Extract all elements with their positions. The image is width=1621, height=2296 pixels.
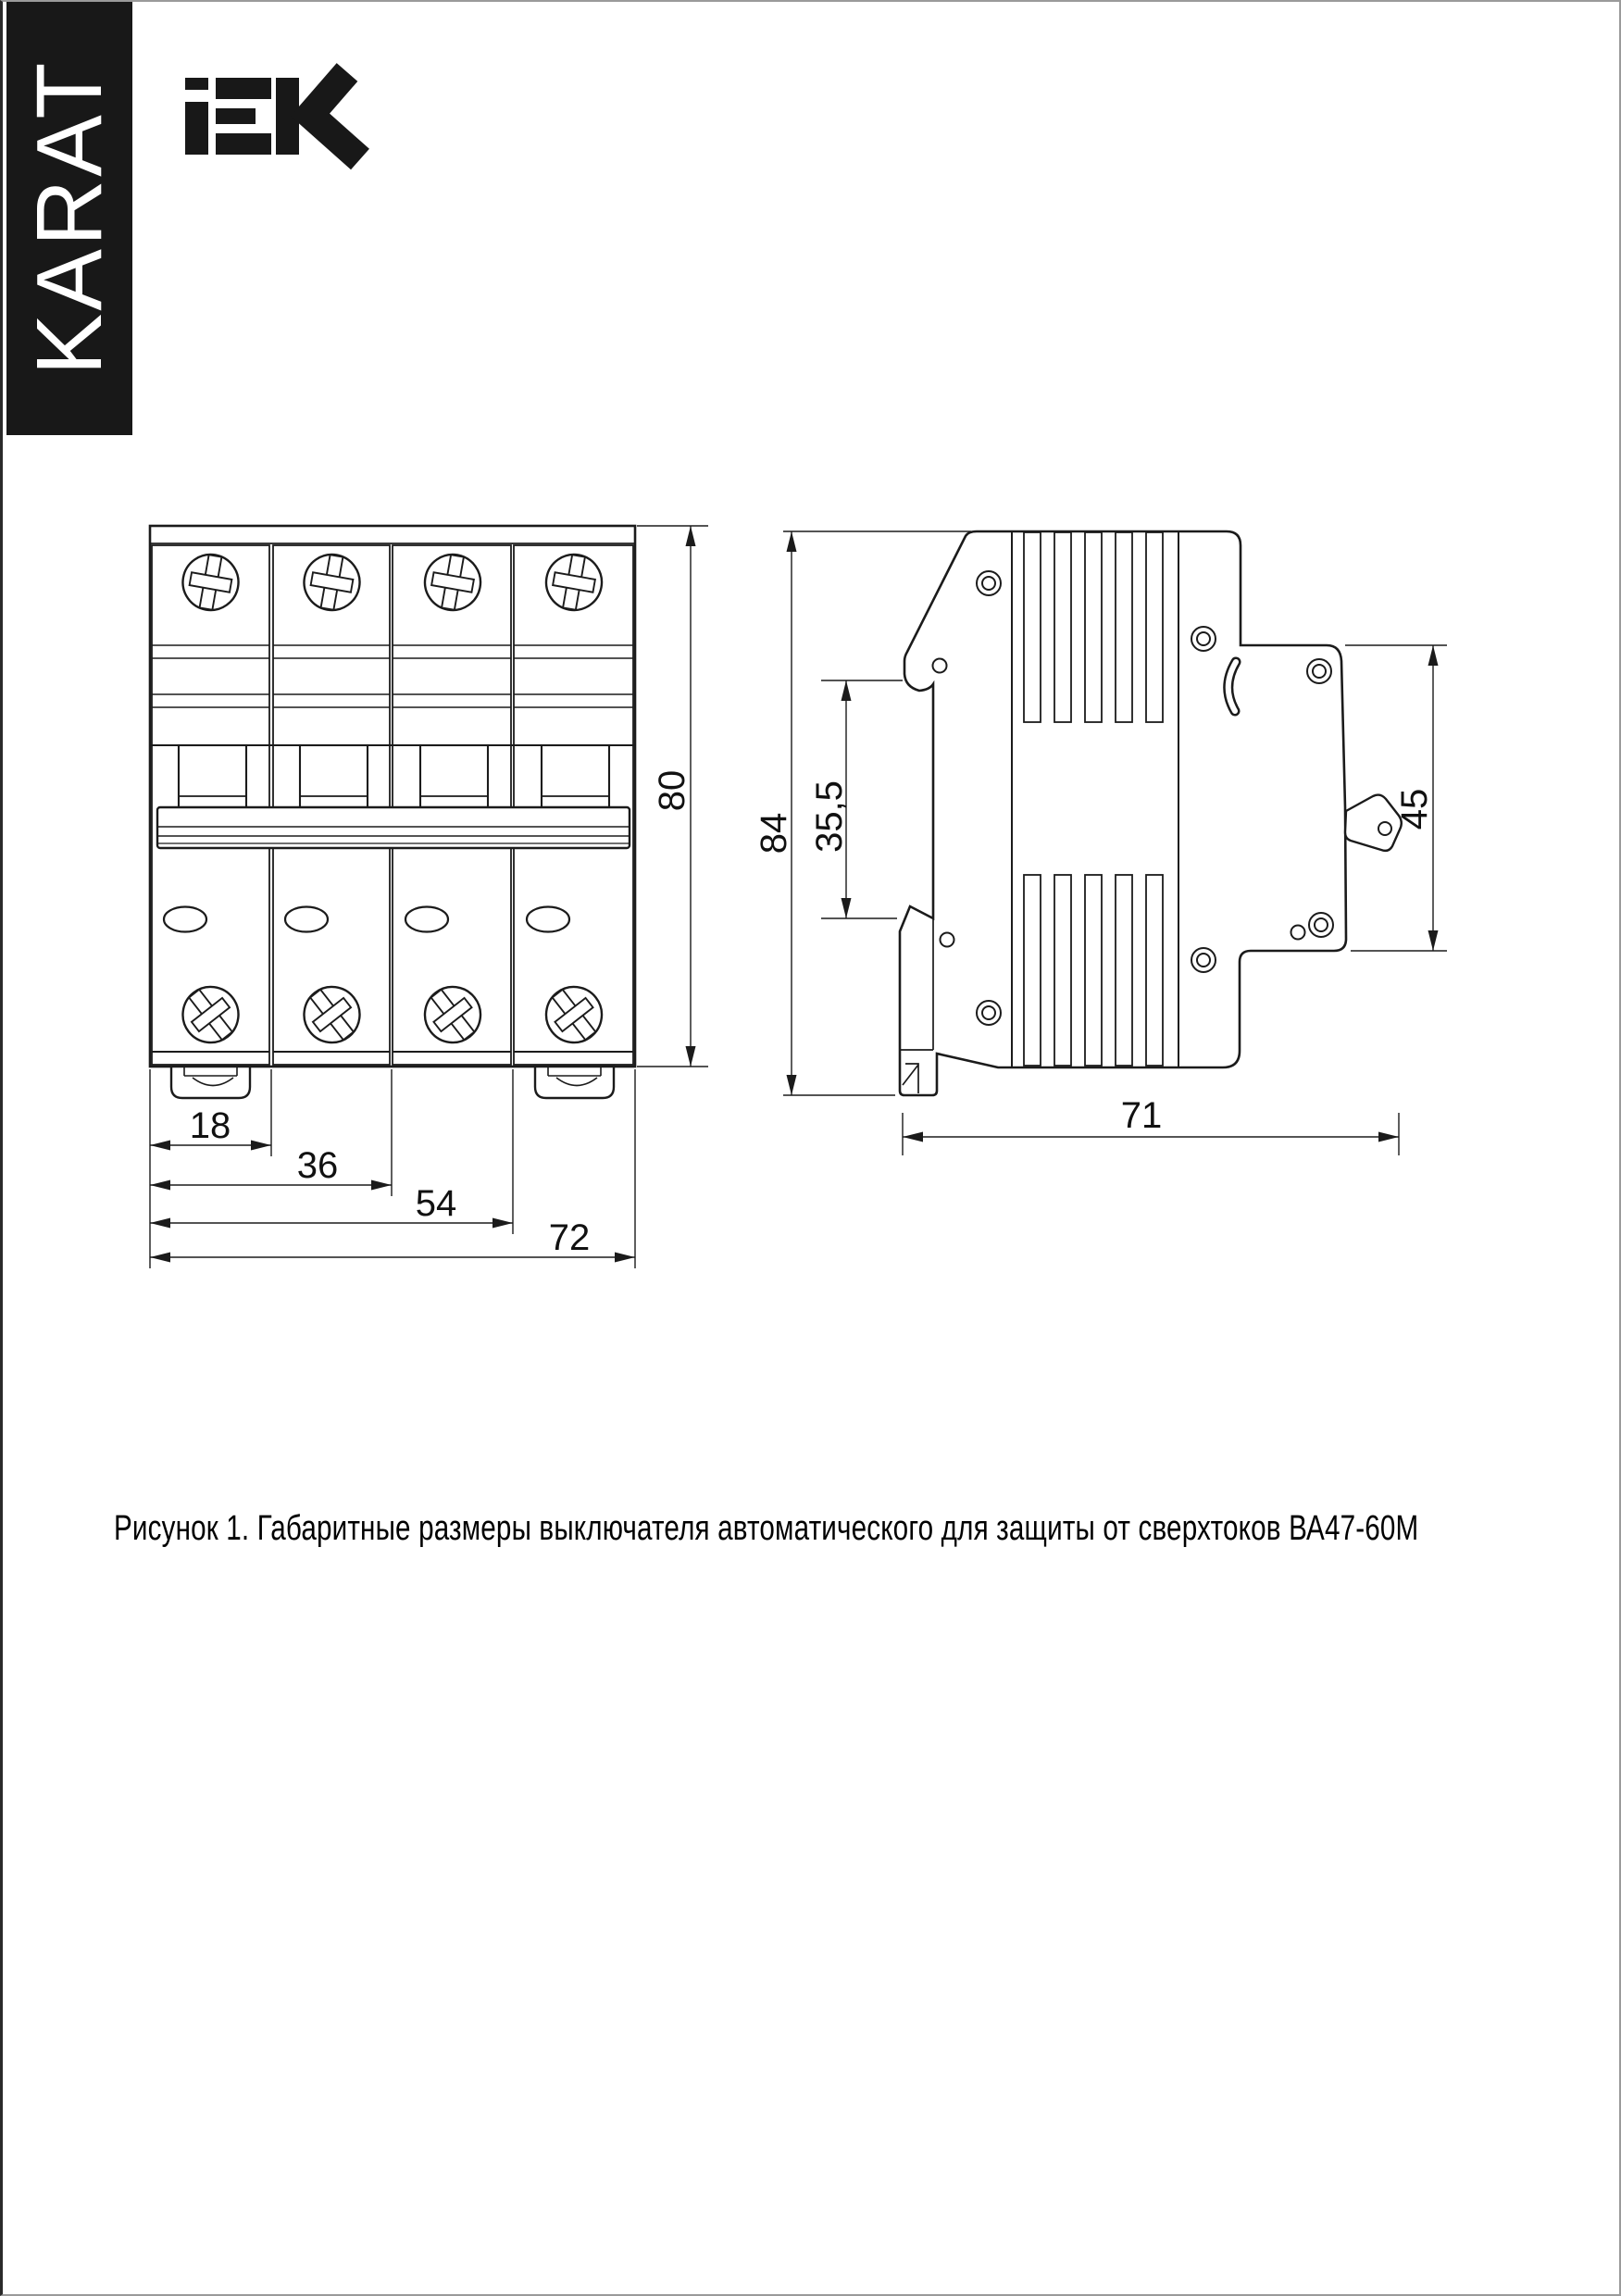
logo-i-stem (185, 102, 208, 155)
logo-i-dot (185, 78, 208, 90)
front-dim-18: 18 (189, 1105, 231, 1146)
oval-window (405, 907, 448, 932)
toggle-handle (300, 745, 368, 807)
brand-banner-label: KARAT (18, 59, 121, 376)
din-clip (171, 1067, 250, 1098)
din-clip (535, 1067, 614, 1098)
figure-caption: Рисунок 1. Габаритные размеры выключателя автоматического для защиты от сверхтоков ВА47-60М (114, 1509, 1419, 1548)
logo-e-top-bar (216, 78, 271, 99)
technical-drawing (3, 2, 1621, 2296)
oval-window (285, 907, 328, 932)
front-dim-54: 54 (415, 1183, 457, 1224)
oval-window (527, 907, 569, 932)
front-view (150, 526, 635, 1098)
trip-bar (157, 807, 630, 848)
logo-k-arms (310, 72, 360, 159)
toggle-handle (179, 745, 246, 807)
iek-logo (185, 72, 360, 159)
side-dim-45: 45 (1394, 788, 1435, 830)
logo-e-bottom-bar (216, 133, 271, 155)
front-dim-80: 80 (652, 769, 692, 812)
side-dim-71: 71 (1120, 1095, 1163, 1136)
side-dim-35-5: 35,5 (809, 780, 850, 853)
din-clips (171, 1067, 614, 1098)
oval-window (164, 907, 206, 932)
toggle-handle (420, 745, 488, 807)
din-latch-lever (1345, 795, 1402, 851)
side-view (900, 531, 1402, 1095)
front-dim-72: 72 (548, 1217, 591, 1258)
toggle-handle (542, 745, 609, 807)
logo-e-mid-bar (216, 108, 256, 124)
front-dim-36: 36 (296, 1145, 339, 1186)
side-dim-84: 84 (754, 812, 794, 855)
